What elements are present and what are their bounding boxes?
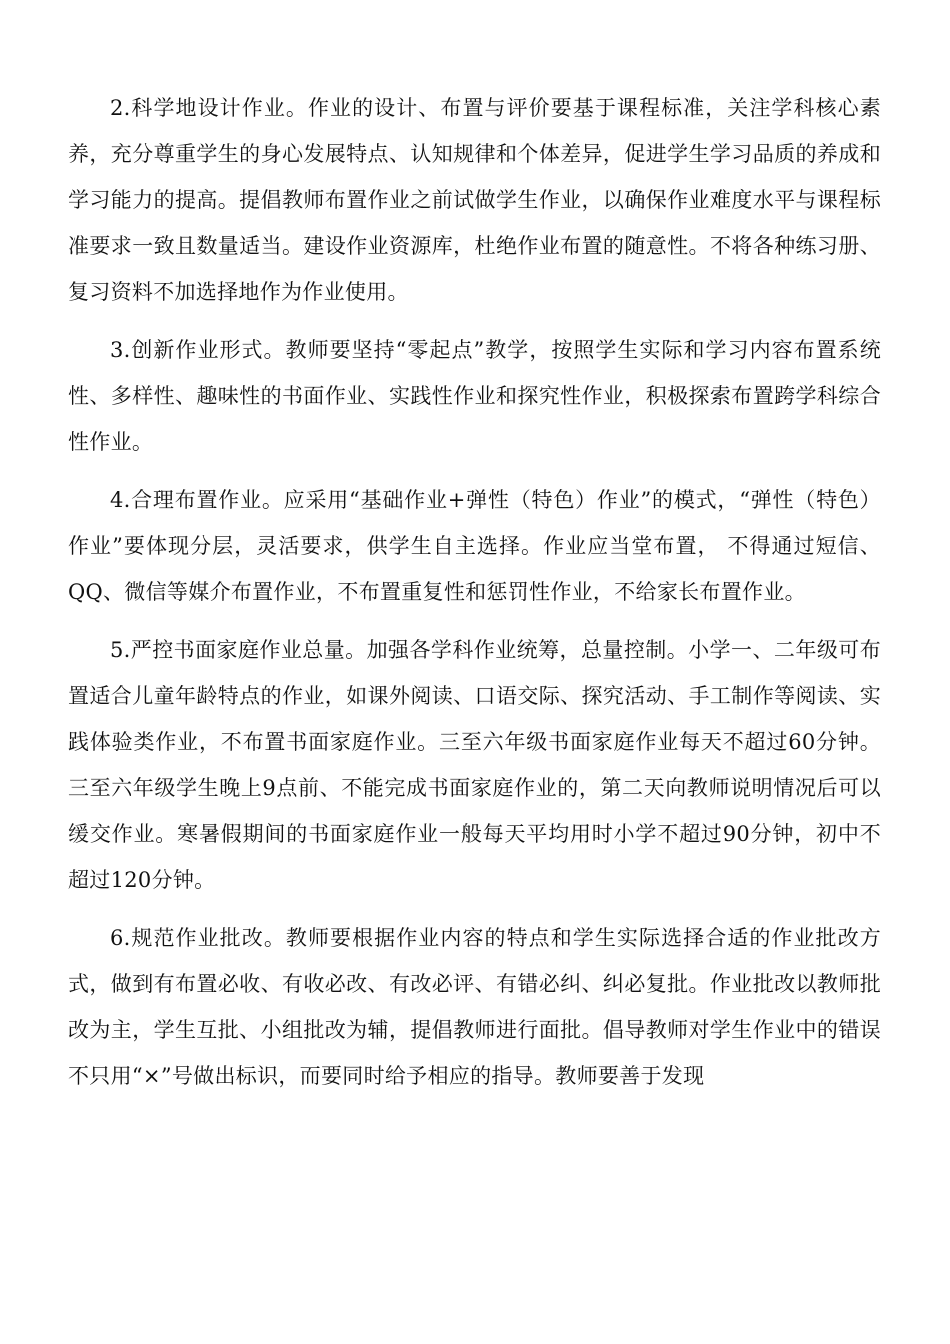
paragraph-item-4: 4.合理布置作业。应采用“基础作业+弹性（特色）作业”的模式，“弹性（特色）作业”要体现分层，灵活要求，供学生自主选择。作业应当堂布置， 不得通过短信、QQ、微信等媒介布置作业，不布置重复性和惩罚性作业，不给家长布置作业。 (68, 488, 881, 604)
document-body (68, 85, 881, 1111)
paragraph-item-6: 6.规范作业批改。教师要根据作业内容的特点和学生实际选择合适的作业批改方式，做到有布置必收、有收必改、有改必评、有错必纠、纠必复批。作业批改以教师批改为主，学生互批、小组批改为辅，提倡教师进行面批。倡导教师对学生作业中的错误不只用“×”号做出标识，而要同时给予相应的指导。教师要善于发现 (68, 926, 881, 1088)
paragraph-item-2: 2.科学地设计作业。作业的设计、布置与评价要基于课程标准，关注学科核心素养，充分尊重学生的身心发展特点、认知规律和个体差异，促进学生学习品质的养成和学习能力的提高。提倡教师布置作业之前试做学生作业，以确保作业难度水平与课程标准要求一致且数量适当。建设作业资源库，杜绝作业布置的随意性。不将各种练习册、复习资料不加选择地作为作业使用。 (68, 96, 881, 304)
paragraph-item-5: 5.严控书面家庭作业总量。加强各学科作业统筹，总量控制。小学一、二年级可布置适合儿童年龄特点的作业，如课外阅读、口语交际、探究活动、手工制作等阅读、实践体验类作业，不布置书面家庭作业。三至六年级书面家庭作业每天不超过60分钟。三至六年级学生晚上9点前、不能完成书面家庭作业的，第二天向教师说明情况后可以缓交作业。寒暑假期间的书面家庭作业一般每天平均用时小学不超过90分钟，初中不超过120分钟。 (68, 638, 881, 892)
paragraph-item-3: 3.创新作业形式。教师要坚持“零起点”教学，按照学生实际和学习内容布置系统性、多样性、趣味性的书面作业、实践性作业和探究性作业，积极探索布置跨学科综合性作业。 (68, 338, 881, 454)
